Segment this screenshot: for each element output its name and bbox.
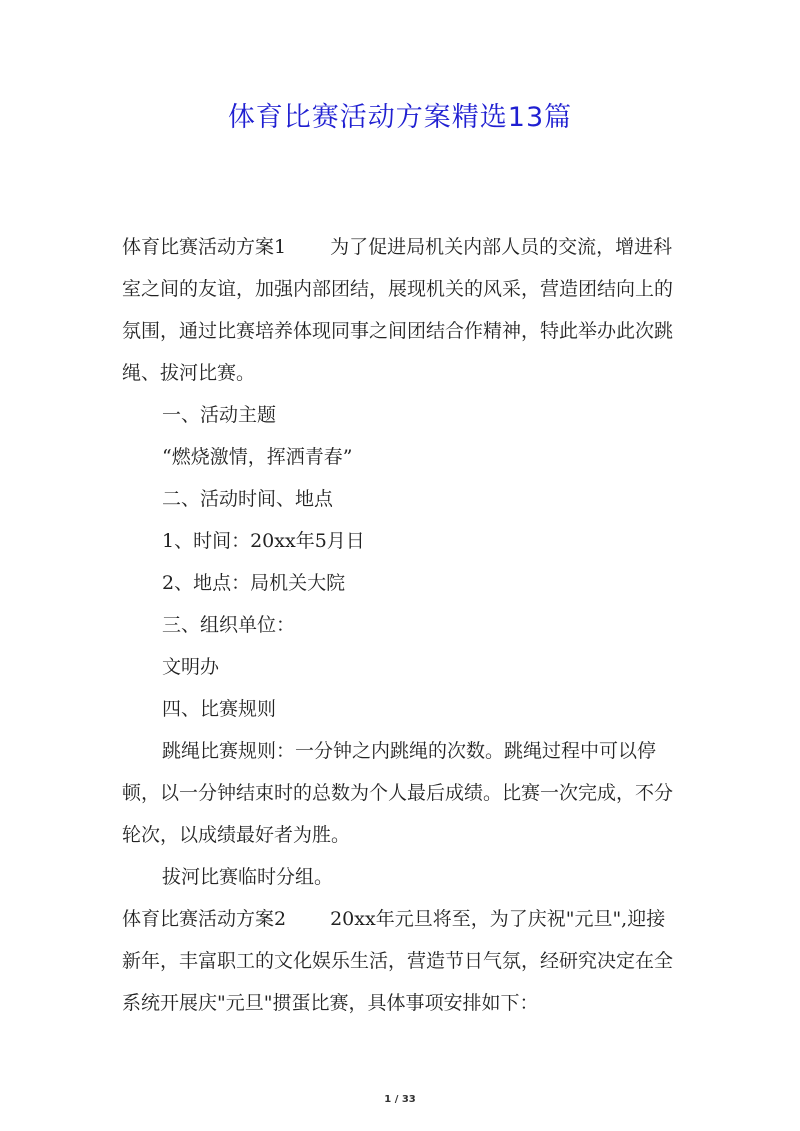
section-1-opening: [122, 226, 682, 394]
item-rules-heading: 四、比赛规则: [162, 698, 277, 720]
rope-skipping-rules: 跳绳比赛规则：一分钟之内跳绳的次数。跳绳过程中可以停顿，以一分钟结束时的总数为个人最后成绩。比赛一次完成，不分轮次，以成绩最好者为胜。: [122, 740, 674, 846]
document-title: 体育比赛活动方案精选13篇: [227, 102, 573, 133]
tug-of-war-note: 拔河比赛临时分组。: [162, 866, 334, 888]
section-1-intro: 为了促进局机关内部人员的交流，增进科室之间的友谊，加强内部团结，展现机关的风采，营造团结向上的氛围，通过比赛培养体现同事之间团结合作精神，特此举办此次跳绳、拔河比赛。: [122, 236, 674, 384]
page-indicator: 1 / 33: [384, 1094, 416, 1105]
item-organizer: 文明办: [162, 656, 220, 678]
section-2-opening: [122, 898, 682, 1024]
item-theme-heading: 一、活动主题: [162, 404, 277, 426]
item-time-place-heading: 二、活动时间、地点: [162, 488, 334, 510]
document-body: [122, 226, 682, 1024]
section-2-heading: 体育比赛活动方案2: [122, 908, 287, 930]
item-time: 1、时间：20xx年5月日: [162, 530, 365, 552]
item-theme-slogan: “燃烧激情，挥洒青春”: [162, 446, 353, 468]
item-organizer-heading: 三、组织单位：: [162, 614, 296, 636]
section-1-heading: 体育比赛活动方案1: [122, 236, 287, 258]
item-place: 2、地点：局机关大院: [162, 572, 346, 594]
section-2-intro: 20xx年元旦将至，为了庆祝"元旦",迎接新年，丰富职工的文化娱乐生活，营造节日气氛，经研究决定在全系统开展庆"元旦"掼蛋比赛，具体事项安排如下：: [122, 908, 674, 1014]
